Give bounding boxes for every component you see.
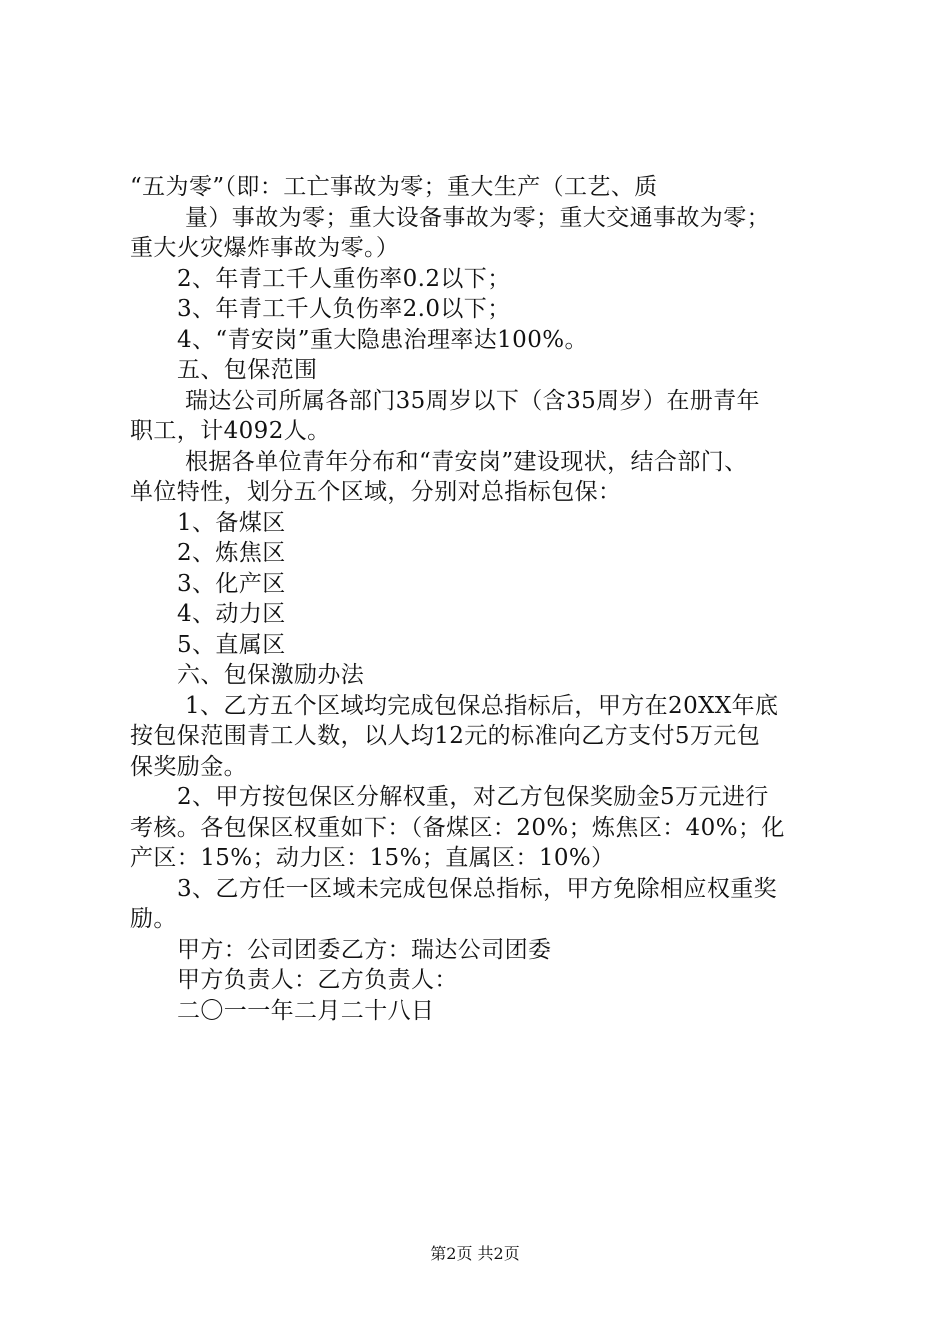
list-item: 4、动力区 bbox=[177, 601, 286, 627]
text-line: 考核。各包保区权重如下：（备煤区：20%；炼焦区：40%；化 bbox=[130, 814, 785, 841]
text-line: 3、年青工千人负伤率2.0以下； bbox=[177, 296, 511, 322]
text-line: 重大火灾爆炸事故为零。） bbox=[130, 235, 400, 261]
section-heading: 五、包保范围 bbox=[177, 357, 318, 383]
page-number: 第2页 共2页 bbox=[430, 1244, 520, 1263]
signature-line: 甲方：公司团委乙方：瑞达公司团委 bbox=[177, 936, 552, 963]
text-line: 单位特性，划分五个区域，分别对总指标包保： bbox=[130, 479, 622, 505]
text-line: 量）事故为零；重大设备事故为零；重大交通事故为零； bbox=[185, 204, 770, 231]
text-line: 产区：15%；动力区：15%；直属区：10%） bbox=[130, 845, 615, 871]
list-item: 5、直属区 bbox=[177, 631, 286, 658]
text-line: 按包保范围青工人数，以人均12元的标准向乙方支付5万元包 bbox=[130, 723, 761, 749]
text-line: 根据各单位青年分布和“青安岗”建设现状，结合部门、 bbox=[185, 448, 748, 475]
text-line: 1、乙方五个区域均完成包保总指标后，甲方在20XX年底 bbox=[185, 692, 779, 719]
section-heading: 六、包保激励办法 bbox=[177, 662, 365, 688]
text-line: 励。 bbox=[130, 906, 177, 932]
list-item: 1、备煤区 bbox=[177, 509, 286, 536]
text-line: 3、乙方任一区域未完成包保总指标，甲方免除相应权重奖 bbox=[177, 875, 778, 902]
text-line: 保奖励金。 bbox=[130, 753, 247, 780]
list-item: 3、化产区 bbox=[177, 570, 286, 597]
text-line: 4、“青安岗”重大隐患治理率达100%。 bbox=[177, 326, 588, 353]
text-line: “五为零”（即：工亡事故为零；重大生产（工艺、质 bbox=[130, 174, 658, 200]
signature-line: 甲方负责人：乙方负责人： bbox=[177, 967, 458, 993]
text-line: 2、年青工千人重伤率0.2以下； bbox=[177, 265, 511, 292]
text-line: 瑞达公司所属各部门35周岁以下（含35周岁）在册青年 bbox=[185, 387, 760, 414]
text-line: 2、甲方按包保区分解权重，对乙方包保奖励金5万元进行 bbox=[177, 784, 769, 810]
text-line: 职工，计4092人。 bbox=[130, 418, 331, 444]
date-line: 二〇一一年二月二十八日 bbox=[177, 997, 435, 1024]
document-body bbox=[130, 172, 835, 1026]
list-item: 2、炼焦区 bbox=[177, 540, 286, 566]
